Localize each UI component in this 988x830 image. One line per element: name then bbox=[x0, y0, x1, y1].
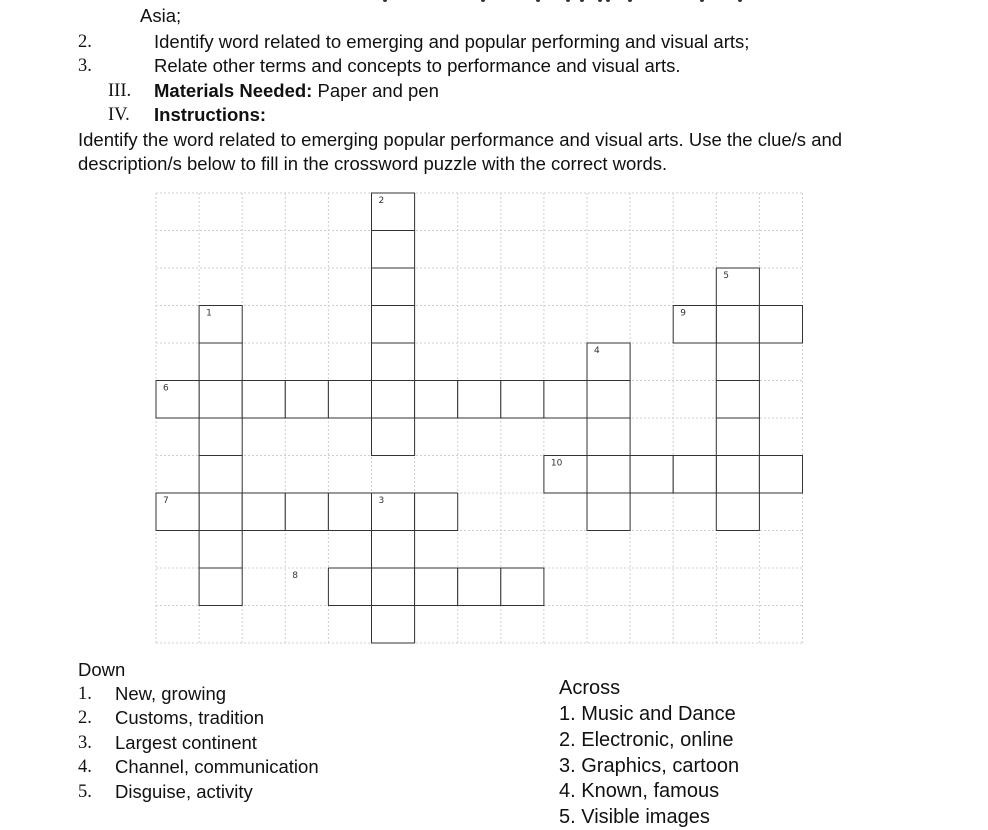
down-clue-text: Largest continent bbox=[115, 732, 257, 753]
crossword-cell[interactable] bbox=[372, 531, 415, 569]
crossword-cell[interactable] bbox=[415, 381, 458, 419]
materials-value: Paper and pen bbox=[312, 80, 439, 101]
crossword-cell[interactable] bbox=[372, 268, 415, 306]
crossword-cell[interactable] bbox=[199, 531, 242, 569]
crossword-cell[interactable] bbox=[587, 418, 630, 456]
crossword-cell[interactable] bbox=[199, 493, 242, 531]
crossword-cell[interactable] bbox=[415, 493, 458, 531]
objective-text: Relate other terms and concepts to performance and visual arts. bbox=[154, 55, 681, 76]
crossword-cell[interactable] bbox=[372, 606, 415, 644]
across-clue: 3. Graphics, cartoon bbox=[559, 755, 740, 777]
crossword-cell[interactable] bbox=[372, 381, 415, 419]
crossword-cell[interactable] bbox=[285, 493, 328, 531]
objective-text: Identify word related to emerging and popular performing and visual arts; bbox=[154, 31, 750, 52]
section-roman-numeral: III. bbox=[108, 81, 132, 101]
crossword-cell[interactable] bbox=[587, 493, 630, 531]
across-clue: 2. Electronic, online bbox=[559, 729, 734, 751]
objective-number: 2. bbox=[78, 32, 92, 52]
crossword-cell[interactable] bbox=[716, 381, 759, 419]
crossword-cell[interactable] bbox=[630, 456, 673, 494]
crossword-cell[interactable] bbox=[199, 418, 242, 456]
crossword-cell[interactable] bbox=[716, 343, 759, 381]
crossword-cell[interactable] bbox=[372, 418, 415, 456]
crossword-cell[interactable] bbox=[199, 381, 242, 419]
down-clue-number: 4. bbox=[78, 757, 92, 777]
clue-number-label: 9 bbox=[680, 308, 686, 319]
crossword-cell[interactable] bbox=[372, 306, 415, 344]
crossword-cell[interactable] bbox=[716, 456, 759, 494]
down-clue-number: 5. bbox=[78, 782, 92, 802]
crossword-cell[interactable] bbox=[415, 568, 458, 606]
across-clue: 5. Visible images bbox=[559, 806, 710, 828]
clue-number-label: 10 bbox=[550, 458, 563, 469]
crossword-cell[interactable] bbox=[242, 493, 285, 531]
crossword-cell[interactable] bbox=[458, 568, 501, 606]
down-clue-text: Customs, tradition bbox=[115, 707, 265, 728]
crossword-cell[interactable] bbox=[587, 456, 630, 494]
clue-number-label: 1 bbox=[206, 308, 212, 319]
crossword-cell[interactable] bbox=[716, 418, 759, 456]
crossword-cell[interactable] bbox=[716, 493, 759, 531]
objective-continued-text: Asia; bbox=[140, 5, 182, 26]
clue-number-label: 2 bbox=[378, 196, 385, 206]
objective-number: 3. bbox=[78, 56, 92, 76]
crossword-cell[interactable] bbox=[759, 456, 802, 494]
crossword-cell[interactable] bbox=[587, 381, 630, 419]
clue-number-label: 3 bbox=[378, 496, 385, 506]
crossword-cell[interactable] bbox=[544, 381, 587, 419]
crossword-cell[interactable] bbox=[458, 381, 501, 419]
clue-number-label: 7 bbox=[163, 496, 169, 506]
clue-number-label: 8 bbox=[292, 571, 299, 581]
crossword-cell[interactable] bbox=[199, 456, 242, 494]
down-heading: Down bbox=[78, 659, 126, 680]
clue-number-label: 4 bbox=[594, 346, 600, 356]
crossword-cell[interactable] bbox=[372, 568, 415, 606]
down-clue-text: New, growing bbox=[115, 683, 227, 704]
crossword-cell[interactable] bbox=[242, 381, 285, 419]
crossword-cell[interactable] bbox=[372, 343, 415, 381]
crossword-cell[interactable] bbox=[285, 381, 328, 419]
across-clue: 1. Music and Dance bbox=[559, 703, 736, 725]
down-clue-text: Channel, communication bbox=[115, 756, 319, 777]
crossword-cell[interactable] bbox=[501, 568, 544, 606]
crossword-cell[interactable] bbox=[372, 231, 415, 269]
down-clue-text: Disguise, activity bbox=[115, 781, 253, 802]
crossword-cell[interactable] bbox=[759, 306, 802, 344]
crossword-cell[interactable] bbox=[673, 456, 716, 494]
crossword-cell[interactable] bbox=[199, 343, 242, 381]
down-clue-number: 2. bbox=[78, 708, 92, 728]
instructions-label: Instructions: bbox=[154, 104, 267, 125]
across-heading: Across bbox=[559, 677, 621, 699]
crossword-cell[interactable] bbox=[501, 381, 544, 419]
down-clue-number: 1. bbox=[78, 684, 92, 704]
crossword-cell[interactable] bbox=[328, 493, 371, 531]
section-roman-numeral: IV. bbox=[108, 105, 130, 125]
instructions-text-line: description/s below to fill in the crossword puzzle with the correct words. bbox=[78, 153, 668, 174]
crossword-cell[interactable] bbox=[328, 381, 371, 419]
crossword-cell[interactable] bbox=[199, 568, 242, 606]
crossword-cell[interactable] bbox=[328, 568, 371, 606]
clue-number-label: 5 bbox=[723, 271, 730, 281]
clue-number-label: 6 bbox=[163, 383, 169, 394]
down-clue-number: 3. bbox=[78, 733, 92, 753]
materials-label: Materials Needed: bbox=[154, 80, 313, 101]
instructions-text-line: Identify the word related to emerging popular performance and visual arts. Use the clue/s and bbox=[78, 129, 843, 150]
crossword-cell[interactable] bbox=[716, 306, 759, 344]
across-clue: 4. Known, famous bbox=[559, 780, 720, 802]
